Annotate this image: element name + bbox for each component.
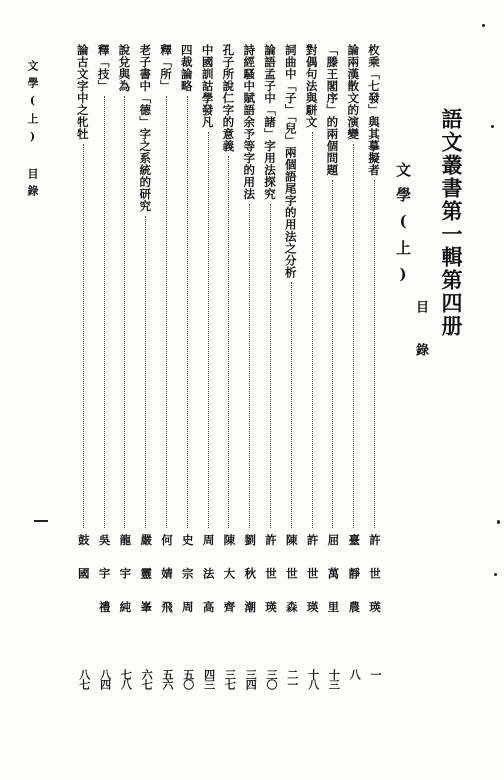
toc-entry-author: 陳世森 — [284, 534, 299, 635]
toc-entry-page: 十三 — [327, 669, 341, 689]
toc-entry-title: 釋「技」 — [96, 44, 111, 92]
toc-entry-title: 詩經騷中賦語余予等字的用法 — [242, 44, 257, 200]
toc-entry-title: 老子書中「德」字之系統的研究 — [138, 44, 153, 212]
toc-entry-page: 五六 — [161, 669, 174, 689]
toc-entry-page: 六七 — [140, 669, 154, 689]
dot-leader — [208, 132, 209, 528]
toc-entry-page: 八四 — [98, 669, 112, 689]
dot-leader — [291, 282, 292, 528]
dot-leader — [187, 96, 188, 528]
scan-speck — [491, 125, 494, 128]
toc-entry-title: 「滕王閣序」的兩個問題 — [325, 44, 340, 176]
toc-entry-author: 嚴靈峯 — [139, 534, 154, 635]
toc-entry[interactable] — [220, 44, 238, 704]
scan-speck — [497, 520, 500, 524]
toc-entry-page: 五〇 — [181, 669, 195, 689]
toc-entry-author: 吳宇禮 — [97, 534, 112, 635]
scan-speck — [482, 24, 485, 27]
toc-entry-author: 陳大齊 — [222, 534, 237, 635]
toc-entry-author: 屈萬里 — [326, 534, 341, 635]
page-number — [34, 520, 48, 522]
dot-leader — [228, 156, 229, 528]
scan-speck — [494, 573, 497, 576]
toc-entry-title: 論古文字中之牝牡 — [75, 44, 90, 140]
series-title: 語文叢書第一輯第四册 — [439, 108, 464, 338]
toc-entry-author: 許世瑛 — [264, 534, 278, 635]
toc-entry-title: 釋「所」 — [159, 44, 173, 92]
toc-entry[interactable] — [262, 44, 280, 704]
dot-leader — [145, 216, 146, 528]
toc-entry[interactable] — [283, 44, 301, 704]
dot-leader — [374, 180, 375, 528]
toc-entry-page: 三四 — [244, 669, 258, 689]
toc-entry-title: 對偶句法與駢文 — [304, 44, 319, 128]
toc-entry-author: 許世瑛 — [305, 534, 320, 635]
dot-leader — [312, 132, 313, 528]
dot-leader — [83, 144, 84, 528]
toc-entry[interactable] — [137, 44, 155, 704]
toc-entry[interactable] — [75, 44, 93, 704]
toc-entry-author: 何婧飛 — [160, 534, 174, 635]
toc-entry[interactable] — [304, 44, 322, 704]
toc-entry-page: 八七 — [77, 669, 91, 689]
dot-leader — [166, 96, 167, 528]
toc-entry-title: 枚乘「七發」與其摹擬者 — [367, 44, 381, 176]
toc-entry-author: 鼓國 — [76, 534, 91, 601]
toc-entry-page: 三〇 — [265, 669, 278, 689]
dot-leader — [332, 180, 333, 528]
toc-entry-title: 論兩漢散文的演變 — [346, 44, 361, 140]
toc-entry-author: 史宗周 — [180, 534, 195, 635]
toc-entry-page: 三七 — [223, 669, 237, 689]
toc-entry-author: 臺靜農 — [347, 534, 362, 635]
toc-entry-author: 許世瑛 — [368, 534, 382, 635]
dot-leader — [270, 204, 271, 528]
toc-entry[interactable] — [345, 44, 363, 704]
toc-entry-title: 詞曲中「子」「兒」兩個語尾字的用法之分析 — [283, 44, 298, 279]
toc-entry-title: 論語孟子中「諸」字用法探究 — [263, 44, 277, 200]
dot-leader — [104, 96, 105, 528]
toc-entry[interactable] — [158, 44, 176, 704]
toc-entry-author: 周法高 — [201, 534, 216, 635]
toc-entry-page: 十八 — [306, 669, 320, 689]
book-subtitle: 文學(上) — [394, 162, 412, 293]
toc-entry-title: 孔子所說仁字的意義 — [221, 44, 236, 152]
running-head: 文學(上) 目錄 — [26, 60, 39, 202]
toc-entry[interactable] — [200, 44, 218, 704]
toc-entry[interactable] — [96, 44, 114, 704]
toc-entry-title: 中國訓詁學發凡 — [200, 44, 215, 128]
toc-entry-page: 四三 — [202, 669, 216, 689]
toc-entry-title: 四裁論略 — [179, 44, 194, 92]
toc-entry-page: 二一 — [285, 669, 299, 689]
toc-entry-author: 龍宇純 — [118, 534, 133, 635]
toc-entry-page: 七八 — [119, 669, 133, 689]
toc-entry[interactable] — [324, 44, 342, 704]
toc-entry[interactable] — [179, 44, 197, 704]
dot-leader — [249, 204, 250, 528]
toc-entry[interactable] — [116, 44, 134, 704]
toc-label: 目錄 — [413, 300, 428, 386]
toc-entry[interactable] — [366, 44, 384, 704]
toc-entry-page: 一 — [369, 669, 382, 679]
toc-entry-author: 劉秋潮 — [243, 534, 258, 635]
dot-leader — [124, 96, 125, 528]
toc-entry-title: 說兌與為 — [117, 44, 132, 92]
dot-leader — [353, 144, 354, 528]
toc-entry-page: 八 — [348, 669, 362, 679]
toc-entry[interactable] — [241, 44, 259, 704]
